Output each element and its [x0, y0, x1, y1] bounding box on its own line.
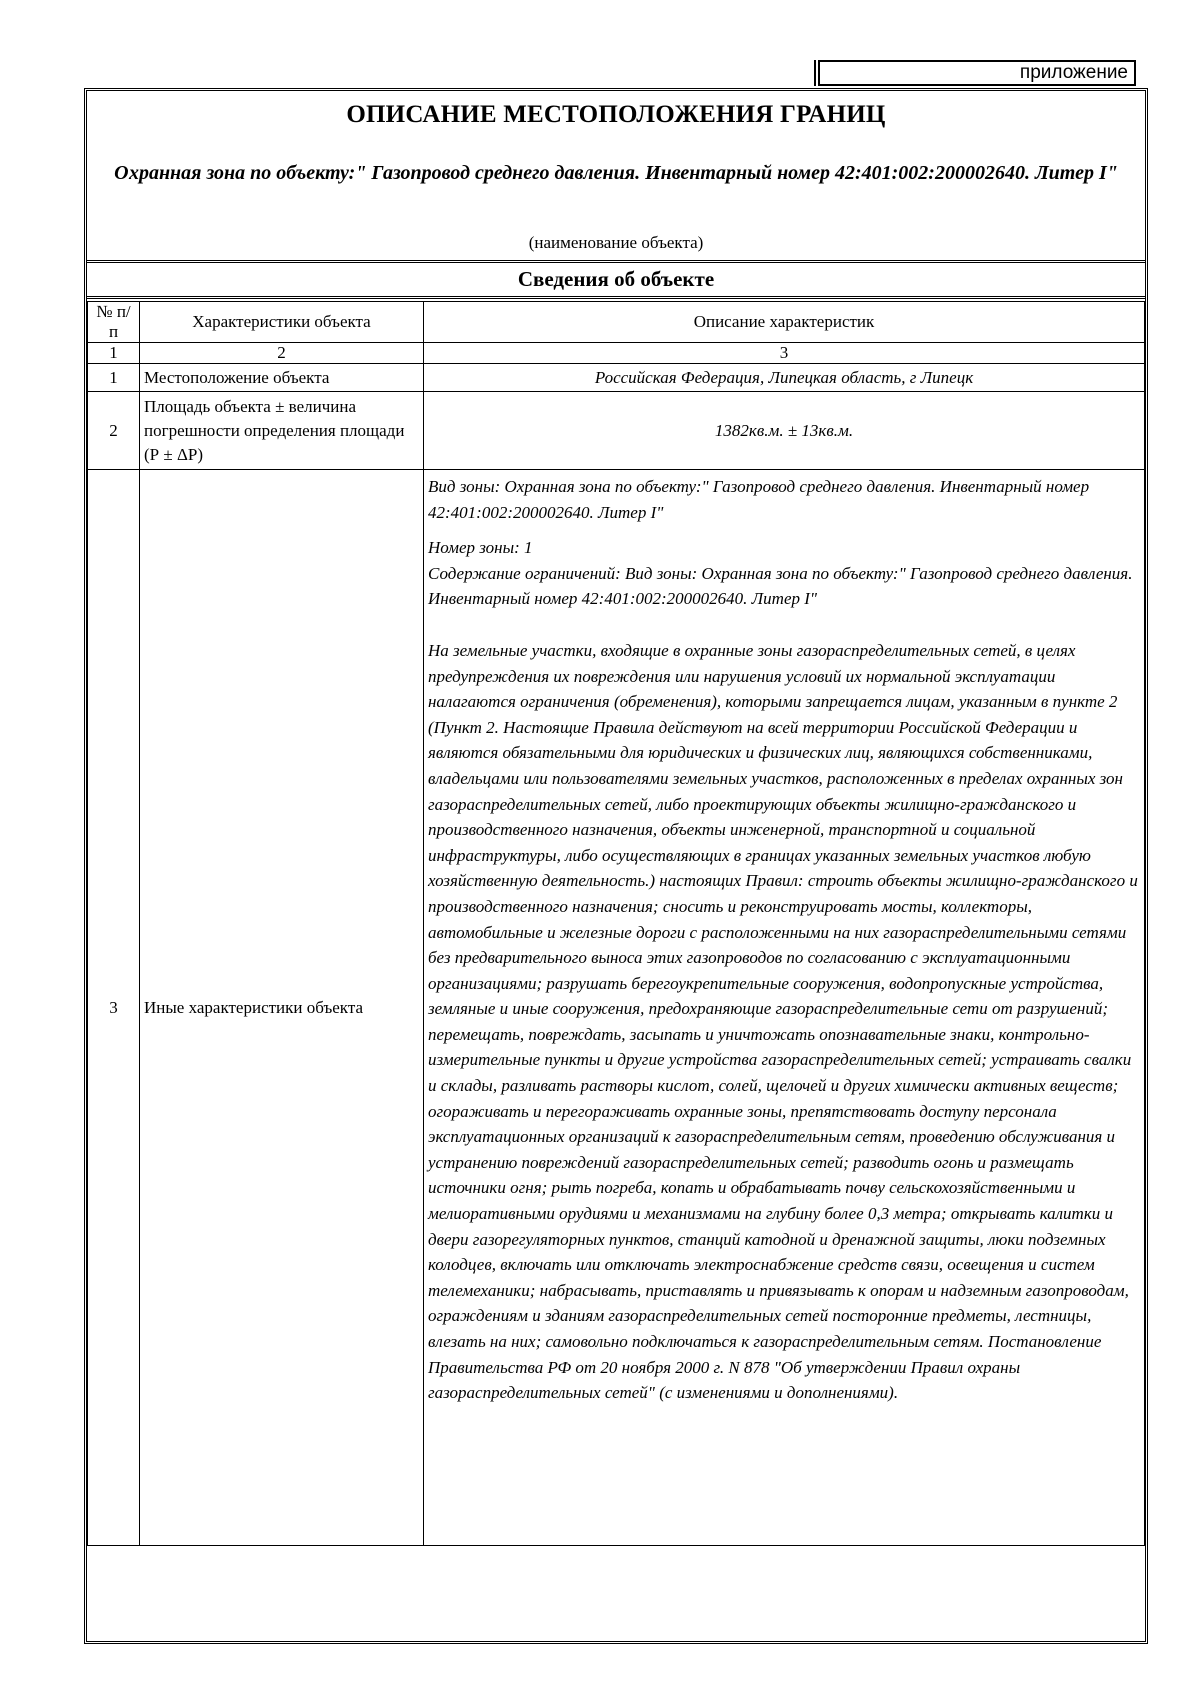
header-characteristic: Характеристики объекта	[140, 302, 424, 343]
row-characteristic: Местоположение объекта	[140, 364, 424, 392]
row-value: Российская Федерация, Липецкая область, г Липецк	[424, 364, 1145, 392]
table-row	[88, 470, 1145, 1546]
section-title: Сведения об объекте	[517, 267, 715, 291]
object-name-caption: (наименование объекта)	[528, 233, 704, 252]
header-description: Описание характеристик	[424, 302, 1145, 343]
row-characteristic: Иные характеристики объекта	[140, 470, 424, 1546]
column-number: 2	[140, 343, 424, 364]
document-frame	[84, 88, 1148, 1644]
zone-type: Вид зоны: Охранная зона по объекту:" Газопровод среднего давления. Инвентарный номер 42:401:002:200002640. Литер I"	[428, 477, 1090, 522]
restrictions-text: На земельные участки, входящие в охранные зоны газораспределительных сетей, в целях предупреждения их повреждения или нарушения условий их нормальной эксплуатации налагаются ограничения (обременения), которыми запрещается лицам, указанным в пункте 2 (Пункт 2. Настоящие Правила действуют на всей территории Российской Федерации и являются обязательными для юридических и физических лиц, являющихся собственниками, владельцами или пользователями земельных участков, расположенных в пределах охранных зон газораспределительных сетей, либо проектирующих объекты жилищно-гражданского и производственного назначения, объекты инженерной, транспортной и социальной инфраструктуры, либо осуществляющих в границах указанных земельных участков любую хозяйственную деятельность.) настоящих Правил: строить объекты жилищно-гражданского и производственного назначения; сносить и реконструировать мосты, коллекторы, автомобильные и железные дороги с расположенными на них газораспределительными сетями без предварительного выноса этих газопроводов по согласованию с эксплуатационными организациями; разрушать берегоукрепительные сооружения, водопропускные устройства, земляные и иные сооружения, предохраняющие газораспределительные сети от разрушений; перемещать, повреждать, засыпать и уничтожать опознавательные знаки, контрольно-измерительные пункты и другие устройства газораспределительных сетей; устраивать свалки и склады, разливать растворы кислот, солей, щелочей и других химически активных веществ; огораживать и перегораживать охранные зоны, препятствовать доступу персонала эксплуатационных организаций к газораспределительным сетям, проведению обслуживания и устранению повреждений газораспределительных сетей; разводить огонь и размещать источники огня; рыть погреба, копать и обрабатывать почву сельскохозяйственными и мелиоративными орудиями и механизмами на глубину более 0,3 метра; открывать калитки и двери газорегуляторных пунктов, станций катодной и дренажной защиты, люки подземных колодцев, включать или отключать электроснабжение средств связи, освещения и систем телемеханики; набрасывать, приставлять и привязывать к опорам и надземным газопроводам, ограждениям и зданиям газораспределительных сетей посторонние предметы, лестницы, влезать на них; самовольно подключаться к газораспределительным сетям. Постановление Правительства РФ от 20 ноября 2000 г. N 878 "Об утверждении Правил охраны газораспределительных сетей" (с изменениями и дополнениями).	[428, 640, 1138, 1403]
appendix-label: приложение	[818, 60, 1136, 86]
table-row	[88, 392, 1145, 470]
row-characteristic: Площадь объекта ± величина погрешности определения площади (Р ± ΔР)	[140, 392, 424, 470]
row-value: 1382кв.м. ± 13кв.м.	[424, 392, 1145, 470]
object-info-table	[87, 301, 1145, 1546]
table-column-numbers-row	[88, 343, 1145, 364]
table-row	[88, 364, 1145, 392]
row-number: 2	[88, 392, 140, 470]
row-value-details	[424, 470, 1145, 1546]
document-title: ОПИСАНИЕ МЕСТОПОЛОЖЕНИЯ ГРАНИЦ	[346, 101, 886, 128]
zone-restrictions: Содержание ограничений: Вид зоны: Охранная зона по объекту:" Газопровод среднего давления. Инвентарный номер 42:401:002:200002640. Литер I"	[428, 563, 1133, 609]
column-number: 1	[88, 343, 140, 364]
object-name: Охранная зона по объекту:" Газопровод среднего давления. Инвентарный номер 42:401:002:200002640. Литер I"	[114, 162, 1118, 184]
divider	[87, 296, 1145, 299]
column-number: 3	[424, 343, 1145, 364]
row-number: 3	[88, 470, 140, 1546]
table-header-row	[88, 302, 1145, 343]
header-number: № п/п	[88, 302, 140, 343]
divider	[87, 260, 1145, 263]
row-number: 1	[88, 364, 140, 392]
zone-number: Номер зоны: 1	[428, 538, 533, 558]
